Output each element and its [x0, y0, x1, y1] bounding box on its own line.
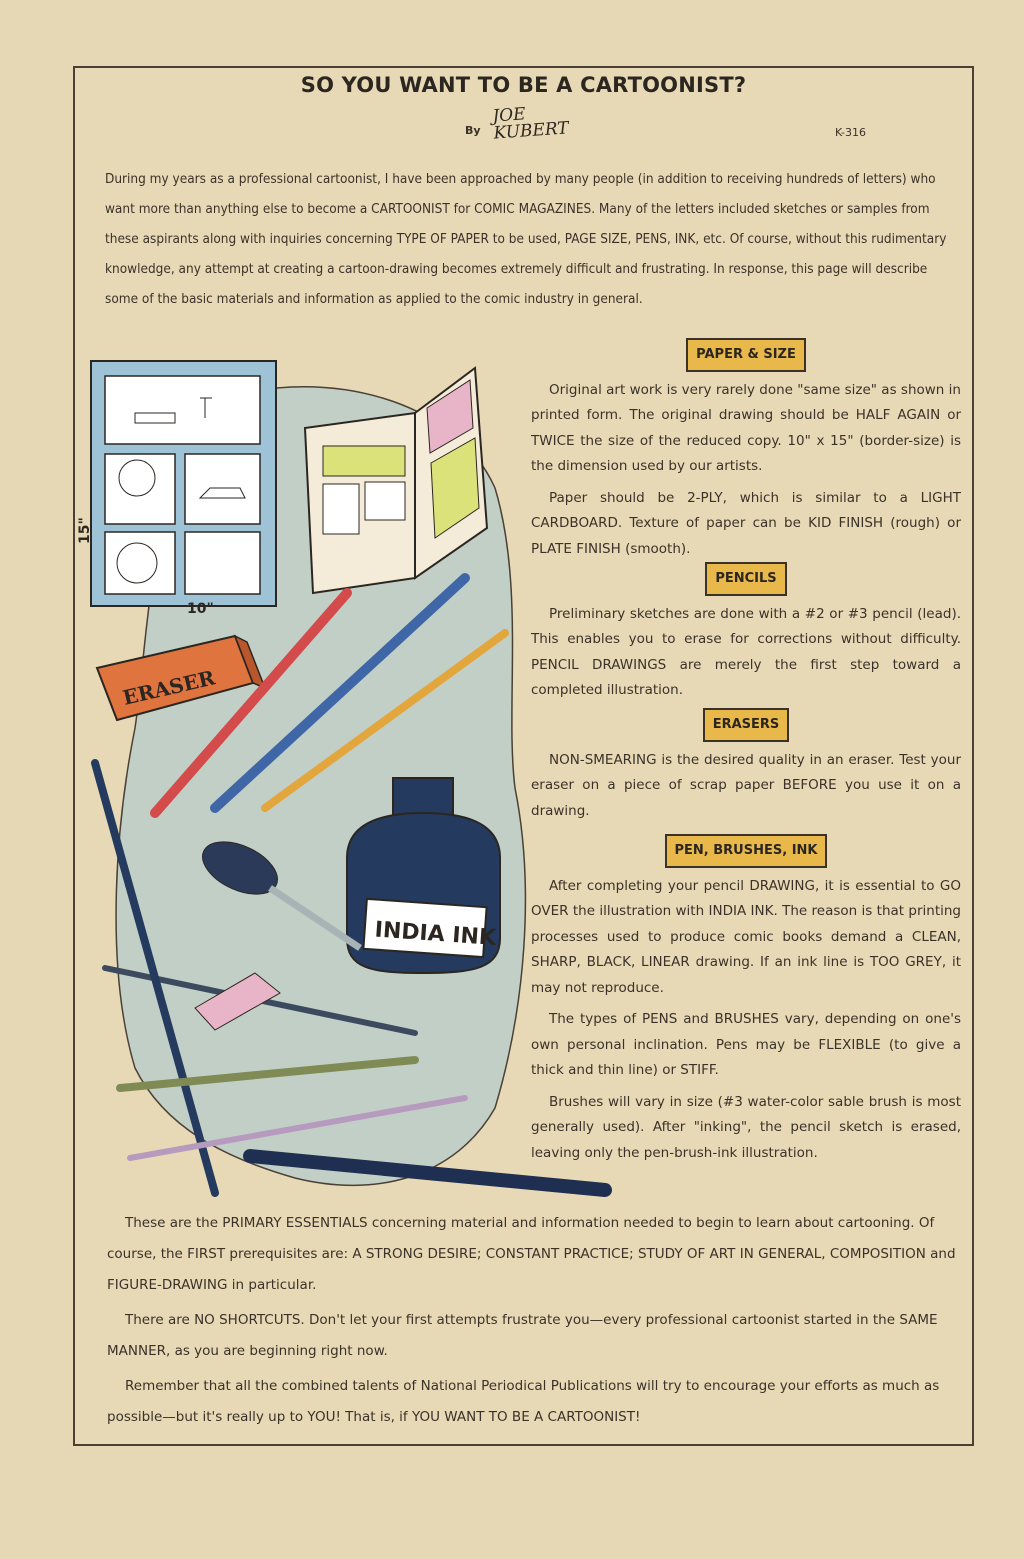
- closing-paragraph-3: Remember that all the combined talents of National Periodical Publications will try to encourage your efforts as much as possible—but it's really up to YOU! That is, if YOU WANT TO BE A CARTOONIST!: [107, 1378, 940, 1425]
- section-erasers: [531, 708, 961, 830]
- author-signature: JOE KUBERT: [491, 104, 570, 144]
- ink-paragraph-3: Brushes will vary in size (#3 water-color sable brush is most generally used). After "inking", the pencil sketch is erased, leaving only the pen-brush-ink illustration.: [531, 1093, 961, 1161]
- closing-paragraph-1: These are the PRIMARY ESSENTIALS concerning material and information needed to begin to learn about cartooning. Of course, the FIRST prerequisites are: A STRONG DESIRE; CONSTANT PRACTICE; STUDY OF ART IN GENERAL, COMPOSITION and FIGURE-DRAWING in particular.: [107, 1215, 956, 1293]
- byline: By: [465, 124, 481, 137]
- page-title: SO YOU WANT TO BE A CARTOONIST?: [300, 73, 747, 97]
- erasers-paragraph: NON-SMEARING is the desired quality in an eraser. Test your eraser on a piece of scrap paper BEFORE you use it on a drawing.: [531, 751, 961, 819]
- pencils-paragraph: Preliminary sketches are done with a #2 or #3 pencil (lead). This enables you to erase for corrections without difficulty. PENCIL DRAWINGS are merely the first step toward a completed illustration.: [531, 605, 961, 698]
- label-erasers: ERASERS: [703, 708, 790, 742]
- intro-paragraph: During my years as a professional cartoonist, I have been approached by many people (in addition to receiving hundreds of letters) who want more than anything else to become a CARTOONIST for COMIC MAGAZINES. Many of the letters included sketches or samples from these aspirants along with inquiries concerning TYPE OF PAPER to be used, PAGE SIZE, PENS, INK, etc. Of course, without this rudimentary knowledge, any attempt at creating a cartoon-drawing becomes extremely difficult and frustrating. In response, this page will describe some of the basic materials and information as applied to the comic industry in general.: [105, 171, 947, 307]
- article-code: K-316: [835, 126, 867, 139]
- dimension-width-label: 10": [187, 601, 214, 617]
- section-pen-brushes-ink: [531, 834, 961, 1172]
- label-pencils: PENCILS: [705, 562, 786, 596]
- section-paper-size: [531, 338, 961, 568]
- paper-size-paragraph-2: Paper should be 2-PLY, which is similar to a LIGHT CARDBOARD. Texture of paper can be KID FINISH (rough) or PLATE FINISH (smooth).: [531, 489, 961, 557]
- article-frame: [73, 66, 974, 1446]
- ink-paragraph-2: The types of PENS and BRUSHES vary, depending on one's own personal inclination. Pens may be FLEXIBLE (to give a thick and thin line) or STIFF.: [531, 1011, 961, 1078]
- label-pen-brushes-ink: PEN, BRUSHES, INK: [665, 834, 828, 868]
- closing-section: [107, 1208, 962, 1437]
- paper-size-paragraph-1: Original art work is very rarely done "same size" as shown in printed form. The original drawing should be HALF AGAIN or TWICE the size of the reduced copy. 10" x 15" (border-size) is the dimension used by our artists.: [531, 381, 961, 474]
- eraser-label: ERASER: [120, 665, 218, 710]
- section-pencils: [531, 562, 961, 710]
- closing-paragraph-2: There are NO SHORTCUTS. Don't let your first attempts frustrate you—every professional cartoonist started in the SAME MANNER, as you are beginning right now.: [107, 1312, 938, 1359]
- dimension-height-label: 15": [77, 517, 93, 544]
- ink-paragraph-1: After completing your pencil DRAWING, it is essential to GO OVER the illustration with INDIA INK. The reason is that printing processes used to produce comic books demand a CLEAN, SHARP, BLACK, LINEAR drawing. If an ink line is TOO GREY, it may not reproduce.: [531, 877, 961, 996]
- comic-board-drawing: [91, 361, 276, 606]
- label-paper-size: PAPER & SIZE: [686, 338, 806, 372]
- ink-bottle-label: INDIA INK: [373, 917, 497, 951]
